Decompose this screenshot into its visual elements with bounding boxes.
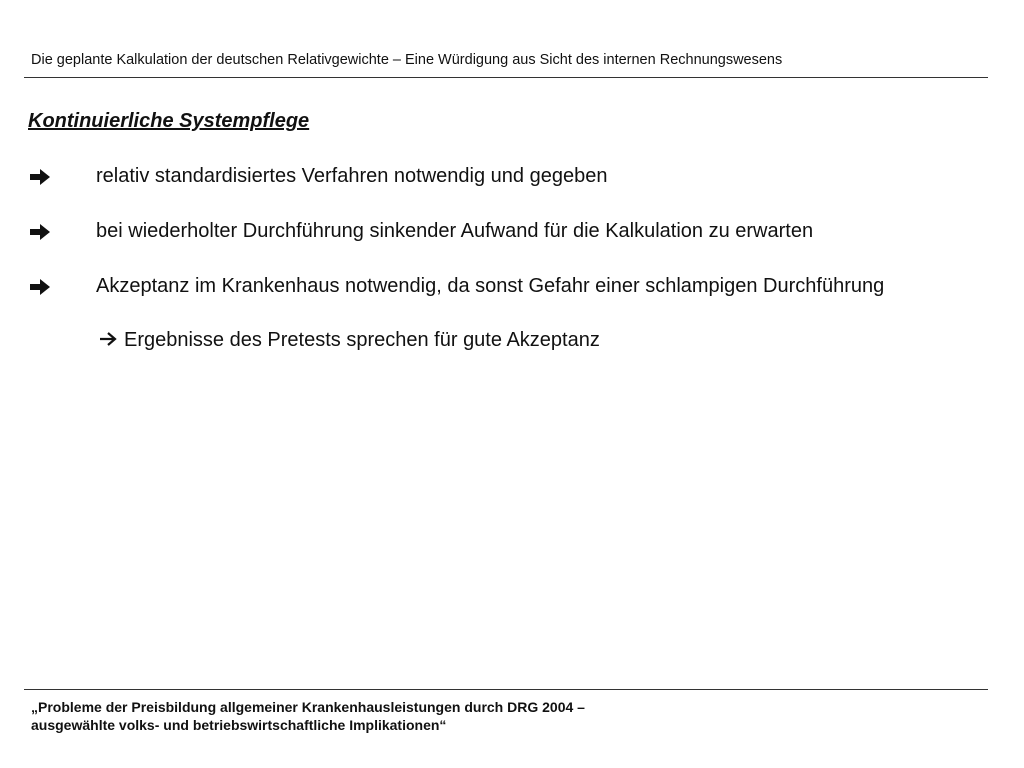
slide-header-title: Die geplante Kalkulation der deutschen Relativgewichte – Eine Würdigung aus Sicht des internen Rechnungswesens xyxy=(31,52,783,68)
bullet-text: relativ standardisiertes Verfahren notwendig und gegeben xyxy=(96,165,608,187)
bold-arrow-right-icon xyxy=(28,165,52,189)
bullet-item xyxy=(28,165,1008,191)
bullet-item xyxy=(28,275,1008,301)
bullet-item xyxy=(28,220,1008,246)
bullet-text: Akzeptanz im Krankenhaus notwendig, da sonst Gefahr einer schlampigen Durchführung xyxy=(96,275,885,297)
sub-bullet-text: Ergebnisse des Pretests sprechen für gute Akzeptanz xyxy=(124,329,600,351)
section-heading: Kontinuierliche Systempflege xyxy=(28,110,310,132)
arrow-right-icon xyxy=(99,331,117,347)
sub-bullet-item xyxy=(99,329,600,352)
footer-line-2: ausgewählte volks- und betriebswirtschaftliche Implikationen“ xyxy=(31,717,447,733)
bold-arrow-right-icon xyxy=(28,275,52,299)
bold-arrow-right-icon xyxy=(28,220,52,244)
bullet-text: bei wiederholter Durchführung sinkender Aufwand für die Kalkulation zu erwarten xyxy=(96,220,814,242)
header-divider xyxy=(24,77,988,78)
footer-divider xyxy=(24,689,988,690)
footer-line-1: „Probleme der Preisbildung allgemeiner Krankenhausleistungen durch DRG 2004 – xyxy=(31,699,585,715)
